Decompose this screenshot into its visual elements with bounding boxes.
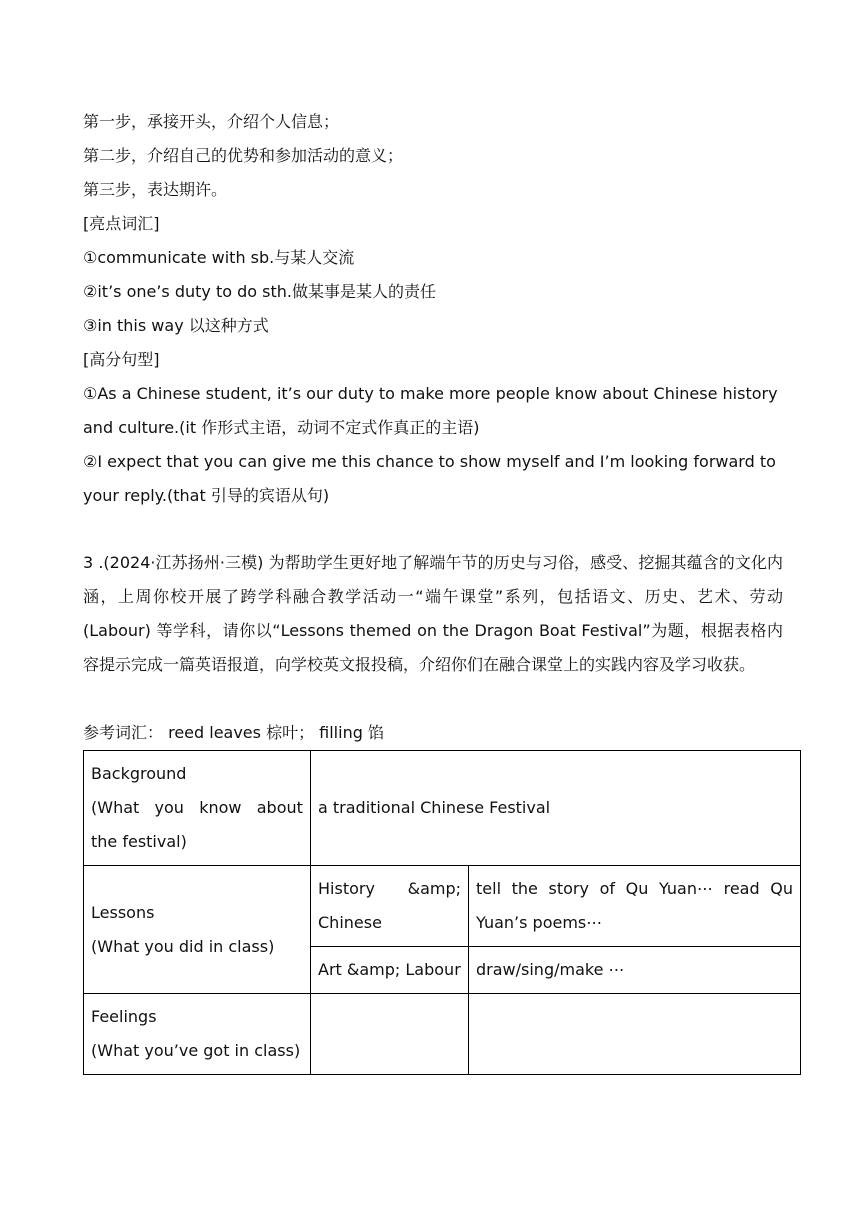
prompt-table [83,750,801,1075]
feelings-label-title: Feelings [91,1007,157,1026]
vocab-item-2: ②it’s one’s duty to do sth.做某事是某人的责任 [83,282,436,301]
history-content-cell: tell the story of Qu Yuan⋯ read Qu Yuan’s poems⋯ [469,866,801,947]
vocab-heading: [亮点词汇] [83,214,160,233]
feelings-label-cell [84,994,311,1075]
sentence-2-line-2: your reply.(that 引导的宾语从句) [83,486,330,505]
background-label-line2: (What you know about [91,798,303,817]
background-label-line3: the festival) [91,832,187,851]
lessons-label-cell [84,866,311,994]
question-text: 3 .(2024·江苏扬州·三模) 为帮助学生更好地了解端午节的历史与习俗，感受、挖掘其蕴含的文化内涵，上周你校开展了跨学科融合教学活动一“端午课堂”系列，包括语文、历史、艺术、劳动(Labour) 等学科，请你以“Lessons themed on the Dragon Boat Festival”为题，根据表格内容提示完成一篇英语报道，向学校英文报投稿，介绍你们在融合课堂上的实践内容及学习收获。 [83,553,783,674]
vocab-item-1: ①communicate with sb.与某人交流 [83,248,355,267]
background-value-cell: a traditional Chinese Festival [311,751,801,866]
table-row-feelings [84,994,801,1075]
sentence-2-line-1: ②I expect that you can give me this chance to show myself and I’m looking forward to [83,452,776,471]
lessons-label-title: Lessons [91,902,155,922]
feelings-col3-cell [469,994,801,1075]
history-subject-cell: History &amp; Chinese [311,866,469,947]
reference-vocab: 参考词汇： reed leaves 棕叶； filling 馅 [83,723,384,742]
background-label-cell [84,751,311,866]
sentences-heading: [高分句型] [83,350,160,369]
sentence-1-line-1: ①As a Chinese student, it’s our duty to make more people know about Chinese history [83,384,778,403]
lessons-label-line2: (What you did in class) [91,936,275,956]
table-row-background [84,751,801,866]
table-row-lessons-history [84,866,801,947]
background-label-title: Background [91,764,187,783]
sentence-1-line-2: and culture.(it 作形式主语，动词不定式作真正的主语) [83,418,480,437]
feelings-label-line2: (What you’ve got in class) [91,1041,301,1060]
step-3: 第三步，表达期许。 [83,180,228,199]
step-1: 第一步，承接开头，介绍个人信息； [83,112,340,131]
vocab-item-3: ③in this way 以这种方式 [83,316,269,335]
art-content-cell: draw/sing/make ⋯ [469,947,801,994]
art-subject-cell: Art &amp; Labour [311,947,469,994]
feelings-col2-cell [311,994,469,1075]
step-2: 第二步，介绍自己的优势和参加活动的意义； [83,146,404,165]
